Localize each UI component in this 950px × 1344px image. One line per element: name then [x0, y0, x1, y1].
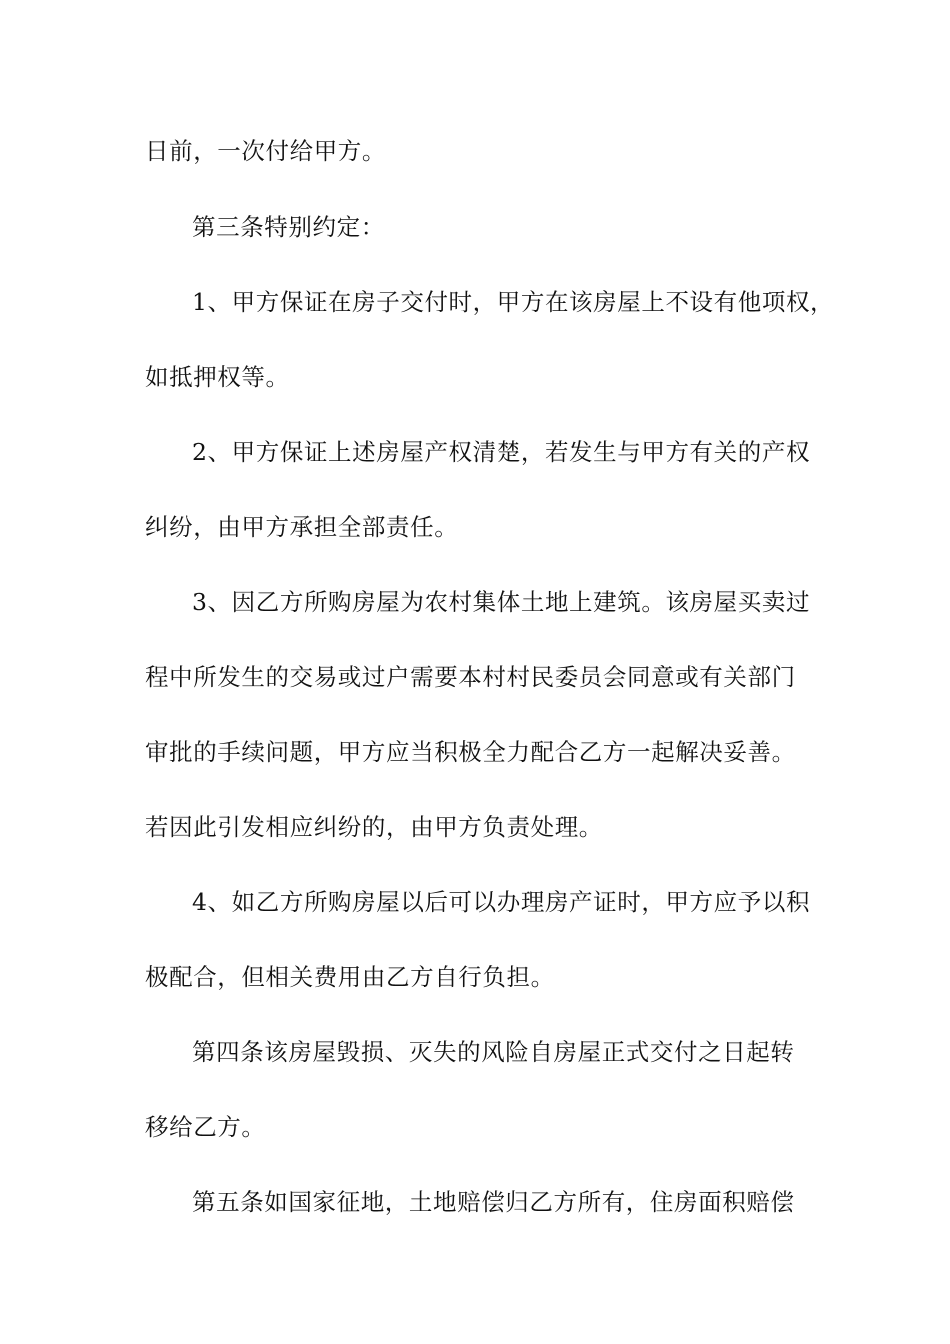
article-5-line: 第五条如国家征地，土地赔偿归乙方所有，住房面积赔偿 — [192, 1188, 795, 1216]
text-line: 1、甲方保证在房子交付时，甲方在该房屋上不设有他项权， — [192, 288, 835, 316]
text-line: 移给乙方。 — [145, 1113, 266, 1141]
text-line: 3、因乙方所购房屋为农村集体土地上建筑。该房屋买卖过 — [192, 588, 811, 616]
text-line: 2、甲方保证上述房屋产权清楚，若发生与甲方有关的产权 — [192, 438, 811, 466]
text-line: 纠纷，由甲方承担全部责任。 — [145, 513, 459, 541]
text-line: 如抵押权等。 — [145, 363, 290, 391]
text-line: 若因此引发相应纠纷的，由甲方负责处理。 — [145, 813, 603, 841]
text-line: 极配合，但相关费用由乙方自行负担。 — [145, 963, 555, 991]
article-4-line: 第四条该房屋毁损、灭失的风险自房屋正式交付之日起转 — [192, 1038, 795, 1066]
text-line: 日前，一次付给甲方。 — [145, 137, 386, 165]
text-line: 审批的手续问题，甲方应当积极全力配合乙方一起解决妥善。 — [145, 738, 796, 766]
article-3-heading: 第三条特别约定： — [192, 213, 385, 241]
text-line: 4、如乙方所购房屋以后可以办理房产证时，甲方应予以积 — [192, 888, 811, 916]
text-line: 程中所发生的交易或过户需要本村村民委员会同意或有关部门 — [145, 663, 796, 691]
